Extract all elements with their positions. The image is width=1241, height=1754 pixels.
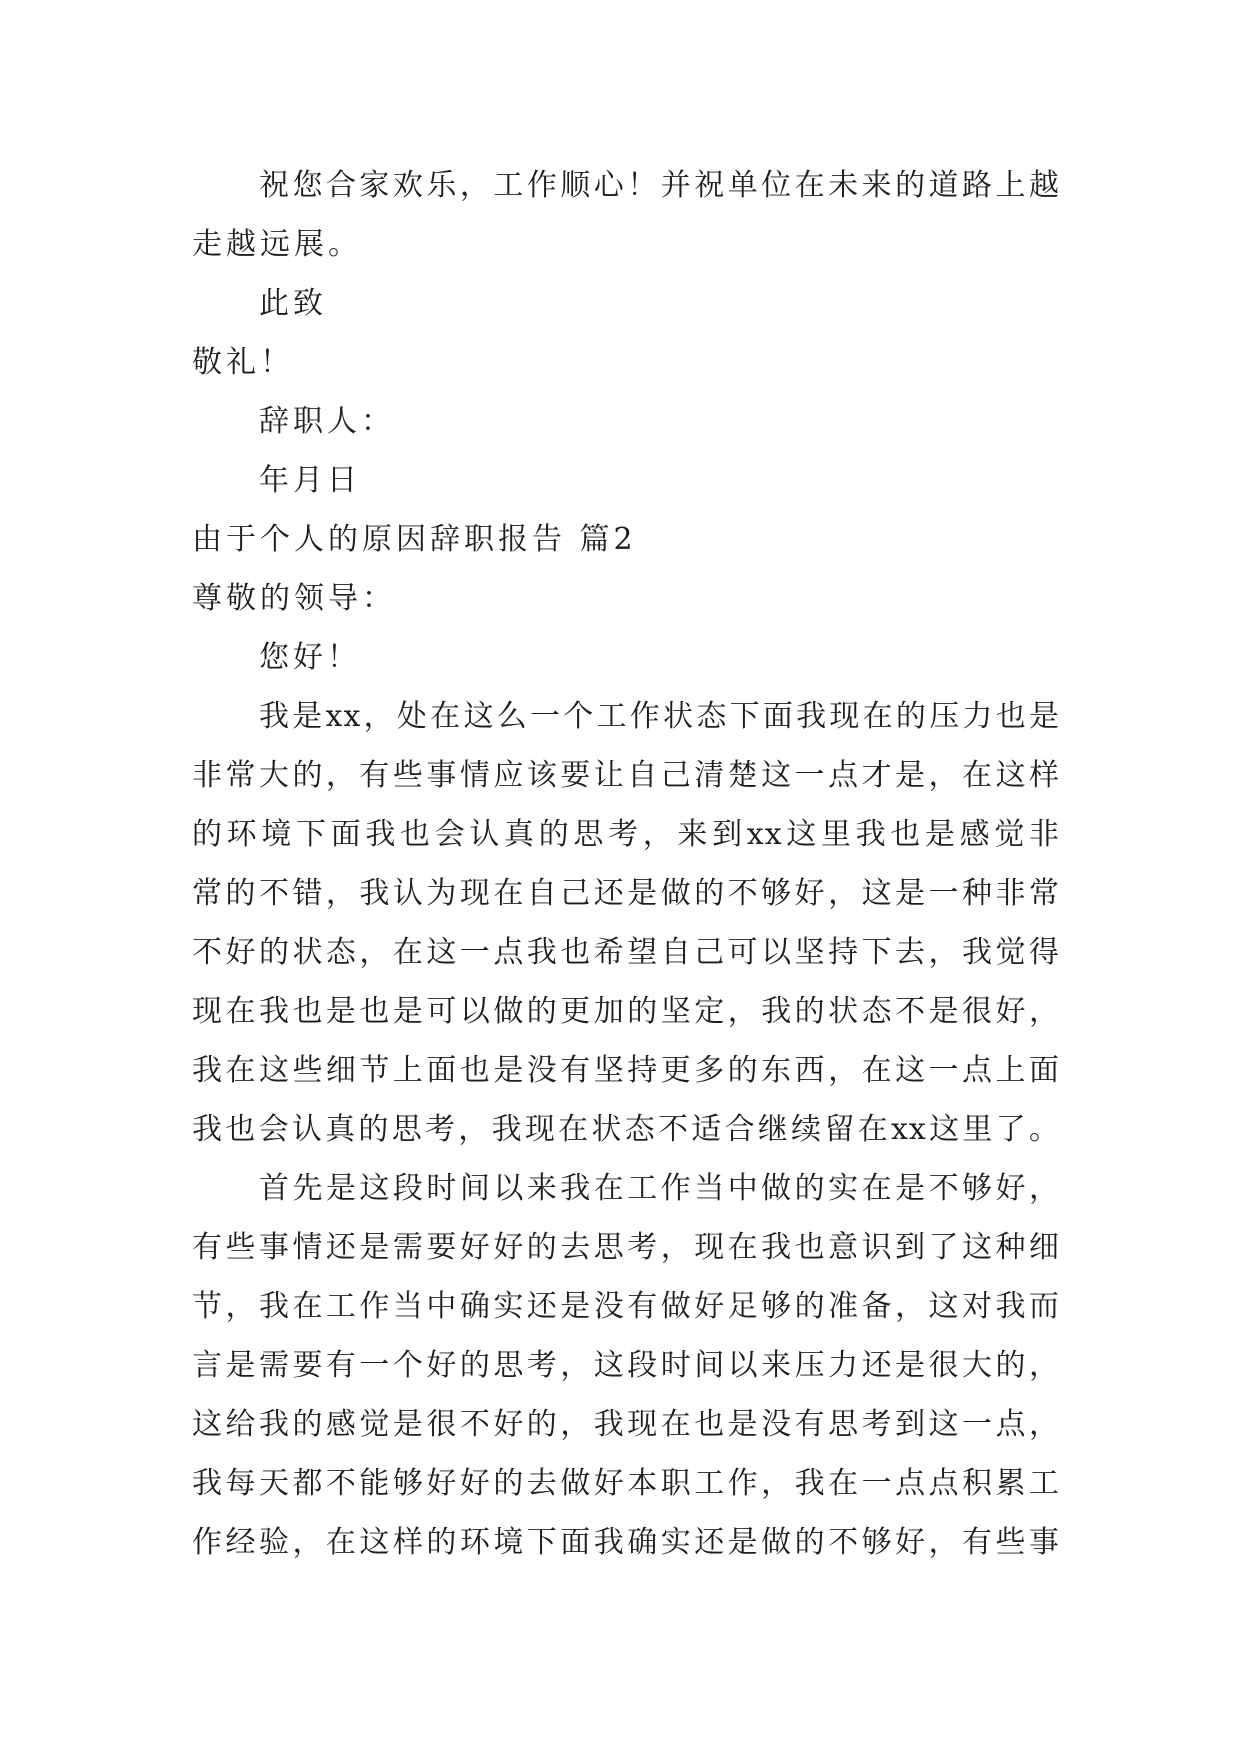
text-line: 我每天都不能够好好的去做好本职工作，我在一点点积累工 bbox=[192, 1466, 1060, 1501]
text-line: 现在我也是也是可以做的更加的坚定，我的状态不是很好， bbox=[192, 994, 1060, 1029]
text-line: 有些事情还是需要好好的去思考，现在我也意识到了这种细 bbox=[192, 1230, 1060, 1265]
closing-wish-line: 走越远展。 bbox=[192, 227, 362, 262]
text-line: 言是需要有一个好的思考，这段时间以来压力还是很大的， bbox=[192, 1348, 1060, 1383]
text-line: 我也会认真的思考，我现在状态不适合继续留在xx这里了。 bbox=[192, 1112, 1060, 1147]
salutation: 此致 bbox=[259, 286, 327, 321]
signer-label: 辞职人： bbox=[259, 404, 395, 439]
text-line: 首先是这段时间以来我在工作当中做的实在是不够好， bbox=[259, 1171, 1060, 1206]
text-line: 作经验，在这样的环境下面我确实还是做的不够好，有些事 bbox=[192, 1525, 1060, 1560]
section-title: 由于个人的原因辞职报告 篇2 bbox=[192, 522, 637, 557]
text-line: 非常大的，有些事情应该要让自己清楚这一点才是，在这样 bbox=[192, 758, 1060, 793]
date-label: 年月日 bbox=[259, 463, 361, 498]
text-line: 这给我的感觉是很不好的，我现在也是没有思考到这一点， bbox=[192, 1407, 1060, 1442]
greeting: 您好！ bbox=[259, 640, 361, 675]
text-line: 我是xx，处在这么一个工作状态下面我现在的压力也是 bbox=[259, 699, 1060, 734]
text-line: 的环境下面我也会认真的思考，来到xx这里我也是感觉非 bbox=[192, 817, 1060, 852]
text-line: 不好的状态，在这一点我也希望自己可以坚持下去，我觉得 bbox=[192, 935, 1060, 970]
closing-wish-line: 祝您合家欢乐，工作顺心！并祝单位在未来的道路上越 bbox=[259, 168, 1060, 203]
text-line: 我在这些细节上面也是没有坚持更多的东西，在这一点上面 bbox=[192, 1053, 1060, 1088]
regards: 敬礼！ bbox=[192, 345, 294, 380]
text-line: 常的不错，我认为现在自己还是做的不够好，这是一种非常 bbox=[192, 876, 1060, 911]
text-line: 节，我在工作当中确实还是没有做好足够的准备，这对我而 bbox=[192, 1289, 1060, 1324]
addressee: 尊敬的领导： bbox=[192, 581, 396, 616]
